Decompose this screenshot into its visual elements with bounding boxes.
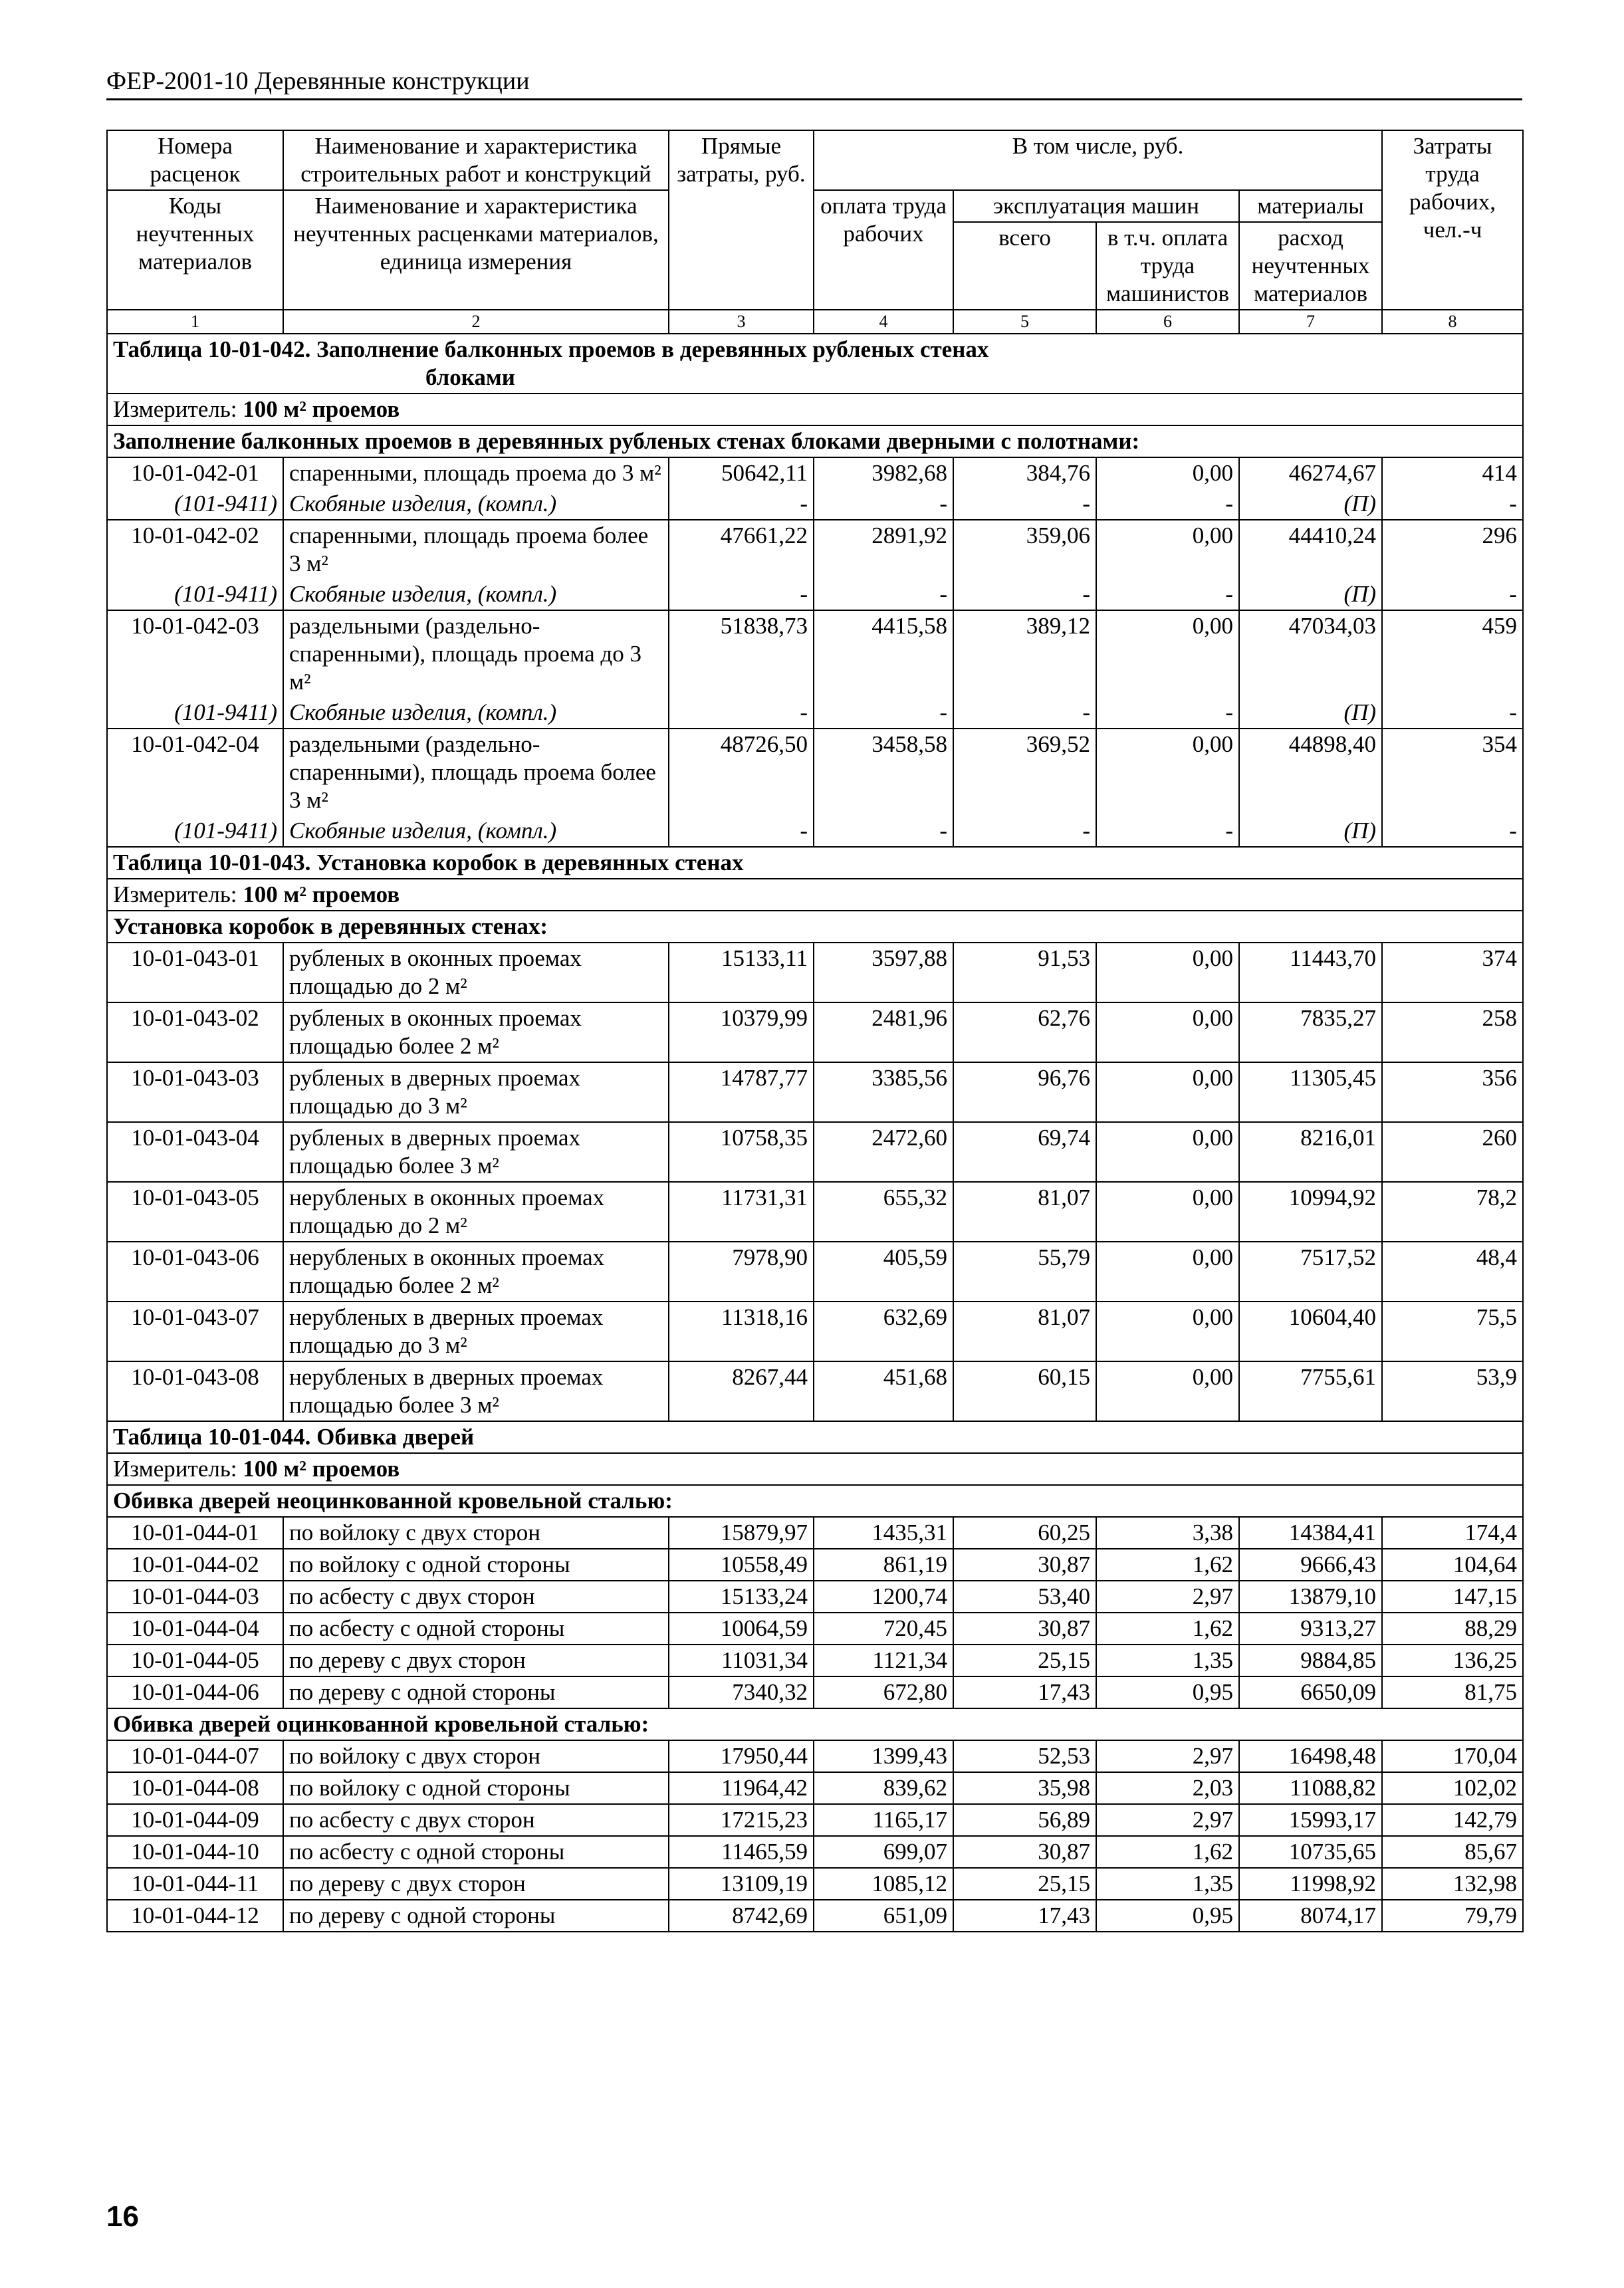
dash-value: - bbox=[953, 697, 1096, 729]
rate-code: 10-01-043-04 bbox=[107, 1122, 283, 1182]
labor-hours: 102,02 bbox=[1382, 1772, 1523, 1804]
labor-pay: 1085,12 bbox=[814, 1868, 953, 1900]
machines-total: 30,87 bbox=[953, 1613, 1096, 1645]
direct-costs: 17950,44 bbox=[669, 1740, 814, 1772]
labor-hours: 88,29 bbox=[1382, 1613, 1523, 1645]
machines-total: 60,25 bbox=[953, 1517, 1096, 1549]
table-row bbox=[107, 1581, 1523, 1613]
col-number: 1 bbox=[107, 310, 283, 334]
rate-code: 10-01-042-01 bbox=[107, 457, 283, 489]
dash-value: - bbox=[1382, 697, 1523, 729]
machinists-pay: 2,97 bbox=[1096, 1581, 1239, 1613]
materials-cost: 8216,01 bbox=[1239, 1122, 1382, 1182]
work-description: раздельными (раздельно-спаренными), площадь проема до 3 м² bbox=[283, 610, 669, 697]
rates-table bbox=[106, 130, 1524, 1932]
dash-value: - bbox=[814, 579, 953, 610]
material-row bbox=[107, 579, 1523, 610]
work-description: по войлоку с двух сторон bbox=[283, 1740, 669, 1772]
labor-pay: 2472,60 bbox=[814, 1122, 953, 1182]
table-row bbox=[107, 1676, 1523, 1708]
machines-total: 56,89 bbox=[953, 1804, 1096, 1836]
table-row bbox=[107, 1062, 1523, 1122]
machines-total: 17,43 bbox=[953, 1676, 1096, 1708]
materials-cost: 44410,24 bbox=[1239, 520, 1382, 579]
dash-value: - bbox=[814, 697, 953, 729]
work-description: рубленых в оконных проемах площадью до 2 м² bbox=[283, 943, 669, 1002]
work-description: по дереву с двух сторон bbox=[283, 1645, 669, 1676]
dash-value: - bbox=[814, 816, 953, 847]
material-description: Скобяные изделия, (компл.) bbox=[283, 816, 669, 847]
machines-total: 96,76 bbox=[953, 1062, 1096, 1122]
table-row bbox=[107, 1122, 1523, 1182]
machines-total: 69,74 bbox=[953, 1122, 1096, 1182]
labor-hours: 258 bbox=[1382, 1002, 1523, 1062]
work-description: по асбесту с одной стороны bbox=[283, 1613, 669, 1645]
machines-total: 25,15 bbox=[953, 1645, 1096, 1676]
machines-total: 52,53 bbox=[953, 1740, 1096, 1772]
materials-cost: 11088,82 bbox=[1239, 1772, 1382, 1804]
machinists-pay: 0,00 bbox=[1096, 1122, 1239, 1182]
direct-costs: 10558,49 bbox=[669, 1549, 814, 1581]
col7-header: расход неучтенных материалов bbox=[1239, 222, 1382, 310]
direct-costs: 7978,90 bbox=[669, 1242, 814, 1302]
direct-costs: 14787,77 bbox=[669, 1062, 814, 1122]
col6-header: в т.ч. оплата труда машинистов bbox=[1096, 222, 1239, 310]
machines-total: 60,15 bbox=[953, 1361, 1096, 1421]
work-description: по дереву с двух сторон bbox=[283, 1868, 669, 1900]
labor-pay: 655,32 bbox=[814, 1182, 953, 1242]
machinists-pay: 2,97 bbox=[1096, 1740, 1239, 1772]
material-code: (101-9411) bbox=[107, 489, 283, 520]
rate-code: 10-01-044-03 bbox=[107, 1581, 283, 1613]
direct-costs: 11964,42 bbox=[669, 1772, 814, 1804]
labor-pay: 1121,34 bbox=[814, 1645, 953, 1676]
materials-cost: 13879,10 bbox=[1239, 1581, 1382, 1613]
table-header bbox=[107, 130, 1523, 334]
rate-code: 10-01-044-07 bbox=[107, 1740, 283, 1772]
rate-code: 10-01-043-08 bbox=[107, 1361, 283, 1421]
table-row bbox=[107, 1900, 1523, 1932]
table-row bbox=[107, 1868, 1523, 1900]
labor-pay: 3597,88 bbox=[814, 943, 953, 1002]
machinists-pay: 0,00 bbox=[1096, 1062, 1239, 1122]
labor-pay: 1435,31 bbox=[814, 1517, 953, 1549]
table-row bbox=[107, 1361, 1523, 1421]
work-description: спаренными, площадь проема до 3 м² bbox=[283, 457, 669, 489]
dash-value: - bbox=[1382, 579, 1523, 610]
materials-cost: 10604,40 bbox=[1239, 1302, 1382, 1361]
col1-bottom-header: Коды неучтенных материалов bbox=[107, 190, 283, 310]
direct-costs: 11318,16 bbox=[669, 1302, 814, 1361]
labor-hours: 414 bbox=[1382, 457, 1523, 489]
rate-code: 10-01-043-05 bbox=[107, 1182, 283, 1242]
materials-cost: 11305,45 bbox=[1239, 1062, 1382, 1122]
materials-cost: 9884,85 bbox=[1239, 1645, 1382, 1676]
machines-total: 359,06 bbox=[953, 520, 1096, 579]
col-number: 8 bbox=[1382, 310, 1523, 334]
labor-hours: 53,9 bbox=[1382, 1361, 1523, 1421]
rate-code: 10-01-044-09 bbox=[107, 1804, 283, 1836]
machines-total: 17,43 bbox=[953, 1900, 1096, 1932]
labor-pay: 699,07 bbox=[814, 1836, 953, 1868]
material-description: Скобяные изделия, (компл.) bbox=[283, 489, 669, 520]
table-row bbox=[107, 1549, 1523, 1581]
table-row bbox=[107, 1242, 1523, 1302]
direct-costs: 11031,34 bbox=[669, 1645, 814, 1676]
machines-total: 30,87 bbox=[953, 1836, 1096, 1868]
direct-costs: 11731,31 bbox=[669, 1182, 814, 1242]
table-row bbox=[107, 1804, 1523, 1836]
rate-code: 10-01-044-02 bbox=[107, 1549, 283, 1581]
rate-code: 10-01-044-08 bbox=[107, 1772, 283, 1804]
work-description: по войлоку с одной стороны bbox=[283, 1549, 669, 1581]
machinists-pay: 1,62 bbox=[1096, 1836, 1239, 1868]
machinists-pay: 0,95 bbox=[1096, 1676, 1239, 1708]
labor-hours: 260 bbox=[1382, 1122, 1523, 1182]
col4-header: оплата труда рабочих bbox=[814, 190, 953, 310]
rate-code: 10-01-044-10 bbox=[107, 1836, 283, 1868]
table-row bbox=[107, 1836, 1523, 1868]
machines-total: 53,40 bbox=[953, 1581, 1096, 1613]
labor-hours: 78,2 bbox=[1382, 1182, 1523, 1242]
labor-pay: 651,09 bbox=[814, 1900, 953, 1932]
machines-total: 384,76 bbox=[953, 457, 1096, 489]
machinists-pay: 0,00 bbox=[1096, 520, 1239, 579]
dash-value: - bbox=[1382, 816, 1523, 847]
labor-hours: 296 bbox=[1382, 520, 1523, 579]
labor-hours: 75,5 bbox=[1382, 1302, 1523, 1361]
table-044-subheading-1: Обивка дверей неоцинкованной кровельной сталью: bbox=[107, 1485, 1523, 1517]
labor-pay: 3982,68 bbox=[814, 457, 953, 489]
table-row bbox=[107, 1302, 1523, 1361]
labor-hours: 459 bbox=[1382, 610, 1523, 697]
direct-costs: 47661,22 bbox=[669, 520, 814, 579]
material-mark: (П) bbox=[1239, 489, 1382, 520]
table-043-subheading: Установка коробок в деревянных стенах: bbox=[107, 911, 1523, 943]
col8-header: Затраты труда рабочих, чел.-ч bbox=[1382, 130, 1523, 310]
dash-value: - bbox=[669, 579, 814, 610]
work-description: по дереву с одной стороны bbox=[283, 1676, 669, 1708]
labor-pay: 3385,56 bbox=[814, 1062, 953, 1122]
materials-cost: 8074,17 bbox=[1239, 1900, 1382, 1932]
table-044-subheading-2: Обивка дверей оцинкованной кровельной сталью: bbox=[107, 1708, 1523, 1740]
labor-hours: 79,79 bbox=[1382, 1900, 1523, 1932]
materials-cost: 44898,40 bbox=[1239, 729, 1382, 816]
labor-pay: 720,45 bbox=[814, 1613, 953, 1645]
table-042-rows bbox=[107, 457, 1523, 847]
machines-total: 81,07 bbox=[953, 1182, 1096, 1242]
dash-value: - bbox=[1382, 489, 1523, 520]
work-description: рубленых в дверных проемах площадью до 3 м² bbox=[283, 1062, 669, 1122]
direct-costs: 8742,69 bbox=[669, 1900, 814, 1932]
labor-pay: 2481,96 bbox=[814, 1002, 953, 1062]
material-row bbox=[107, 697, 1523, 729]
labor-hours: 132,98 bbox=[1382, 1868, 1523, 1900]
machinists-pay: 0,00 bbox=[1096, 729, 1239, 816]
labor-hours: 142,79 bbox=[1382, 1804, 1523, 1836]
work-description: нерубленых в дверных проемах площадью более 3 м² bbox=[283, 1361, 669, 1421]
col2-bottom-header: Наименование и характеристика неучтенных расценками материалов, единица измерения bbox=[283, 190, 669, 310]
rate-code: 10-01-043-01 bbox=[107, 943, 283, 1002]
rate-code: 10-01-042-02 bbox=[107, 520, 283, 579]
dash-value: - bbox=[1096, 816, 1239, 847]
materials-cost: 9313,27 bbox=[1239, 1613, 1382, 1645]
dash-value: - bbox=[669, 697, 814, 729]
work-description: по асбесту с двух сторон bbox=[283, 1804, 669, 1836]
col1-top-header: Номера расценок bbox=[107, 130, 283, 190]
direct-costs: 10379,99 bbox=[669, 1002, 814, 1062]
table-row bbox=[107, 1645, 1523, 1676]
labor-pay: 451,68 bbox=[814, 1361, 953, 1421]
machinists-pay: 3,38 bbox=[1096, 1517, 1239, 1549]
table-row bbox=[107, 1613, 1523, 1645]
work-description: по войлоку с одной стороны bbox=[283, 1772, 669, 1804]
material-code: (101-9411) bbox=[107, 697, 283, 729]
direct-costs: 7340,32 bbox=[669, 1676, 814, 1708]
materials-cost: 10735,65 bbox=[1239, 1836, 1382, 1868]
material-row bbox=[107, 489, 1523, 520]
col5-header: всего bbox=[953, 222, 1096, 310]
document-page bbox=[106, 66, 1522, 1932]
labor-hours: 356 bbox=[1382, 1062, 1523, 1122]
machinists-pay: 0,00 bbox=[1096, 943, 1239, 1002]
col-number: 7 bbox=[1239, 310, 1382, 334]
col2-top-header: Наименование и характеристика строительных работ и конструкций bbox=[283, 130, 669, 190]
material-code: (101-9411) bbox=[107, 579, 283, 610]
materials-cost: 9666,43 bbox=[1239, 1549, 1382, 1581]
rate-code: 10-01-042-03 bbox=[107, 610, 283, 697]
materials-cost: 15993,17 bbox=[1239, 1804, 1382, 1836]
direct-costs: 17215,23 bbox=[669, 1804, 814, 1836]
dash-value: - bbox=[1096, 489, 1239, 520]
materials-cost: 47034,03 bbox=[1239, 610, 1382, 697]
work-description: рубленых в оконных проемах площадью более 2 м² bbox=[283, 1002, 669, 1062]
work-description: по асбесту с одной стороны bbox=[283, 1836, 669, 1868]
labor-pay: 1165,17 bbox=[814, 1804, 953, 1836]
materials-cost: 11443,70 bbox=[1239, 943, 1382, 1002]
machinists-pay: 1,62 bbox=[1096, 1549, 1239, 1581]
table-044-measure: Измеритель: 100 м² проемов bbox=[107, 1453, 1523, 1485]
machines-total: 35,98 bbox=[953, 1772, 1096, 1804]
table-row bbox=[107, 1182, 1523, 1242]
dash-value: - bbox=[1096, 697, 1239, 729]
materials-cost: 11998,92 bbox=[1239, 1868, 1382, 1900]
material-row bbox=[107, 816, 1523, 847]
rate-code: 10-01-044-06 bbox=[107, 1676, 283, 1708]
material-code: (101-9411) bbox=[107, 816, 283, 847]
material-mark: (П) bbox=[1239, 579, 1382, 610]
labor-pay: 632,69 bbox=[814, 1302, 953, 1361]
rate-code: 10-01-042-04 bbox=[107, 729, 283, 816]
table-row bbox=[107, 1740, 1523, 1772]
machinists-pay: 0,95 bbox=[1096, 1900, 1239, 1932]
machinists-pay: 0,00 bbox=[1096, 1002, 1239, 1062]
dash-value: - bbox=[1096, 579, 1239, 610]
table-043-measure: Измеритель: 100 м² проемов bbox=[107, 879, 1523, 911]
machines-header: эксплуатация машин bbox=[953, 190, 1239, 222]
material-mark: (П) bbox=[1239, 697, 1382, 729]
machinists-pay: 0,00 bbox=[1096, 1302, 1239, 1361]
col3-header: Прямые затраты, руб. bbox=[669, 130, 814, 310]
rate-code: 10-01-043-02 bbox=[107, 1002, 283, 1062]
work-description: по дереву с одной стороны bbox=[283, 1900, 669, 1932]
machines-total: 369,52 bbox=[953, 729, 1096, 816]
table-row bbox=[107, 943, 1523, 1002]
rate-code: 10-01-044-04 bbox=[107, 1613, 283, 1645]
labor-pay: 4415,58 bbox=[814, 610, 953, 697]
table-044-rows-1 bbox=[107, 1517, 1523, 1708]
machinists-pay: 0,00 bbox=[1096, 457, 1239, 489]
table-row bbox=[107, 729, 1523, 816]
table-044-section bbox=[107, 1421, 1523, 1517]
materials-cost: 7835,27 bbox=[1239, 1002, 1382, 1062]
labor-pay: 2891,92 bbox=[814, 520, 953, 579]
material-description: Скобяные изделия, (компл.) bbox=[283, 697, 669, 729]
table-043-rows bbox=[107, 943, 1523, 1421]
table-042-title: Таблица 10-01-042. Заполнение балконных проемов в деревянных рубленых стенах блоками bbox=[107, 334, 1523, 394]
direct-costs: 11465,59 bbox=[669, 1836, 814, 1868]
running-title: ФЕР-2001-10 Деревянные конструкции bbox=[106, 66, 1522, 100]
table-row bbox=[107, 610, 1523, 697]
materials-cost: 10994,92 bbox=[1239, 1182, 1382, 1242]
work-description: рубленых в дверных проемах площадью более 3 м² bbox=[283, 1122, 669, 1182]
labor-pay: 3458,58 bbox=[814, 729, 953, 816]
machines-total: 30,87 bbox=[953, 1549, 1096, 1581]
machinists-pay: 1,35 bbox=[1096, 1868, 1239, 1900]
col-number: 3 bbox=[669, 310, 814, 334]
table-042-measure: Измеритель: 100 м² проемов bbox=[107, 394, 1523, 425]
labor-hours: 147,15 bbox=[1382, 1581, 1523, 1613]
work-description: нерубленых в оконных проемах площадью до 2 м² bbox=[283, 1182, 669, 1242]
materials-header: материалы bbox=[1239, 190, 1382, 222]
machines-total: 81,07 bbox=[953, 1302, 1096, 1361]
table-row bbox=[107, 1772, 1523, 1804]
col-number: 5 bbox=[953, 310, 1096, 334]
machinists-pay: 2,97 bbox=[1096, 1804, 1239, 1836]
machines-total: 55,79 bbox=[953, 1242, 1096, 1302]
machines-total: 91,53 bbox=[953, 943, 1096, 1002]
labor-hours: 174,4 bbox=[1382, 1517, 1523, 1549]
direct-costs: 15133,11 bbox=[669, 943, 814, 1002]
machinists-pay: 1,35 bbox=[1096, 1645, 1239, 1676]
work-description: по асбесту с двух сторон bbox=[283, 1581, 669, 1613]
table-042-section bbox=[107, 334, 1523, 457]
work-description: нерубленых в дверных проемах площадью до 3 м² bbox=[283, 1302, 669, 1361]
page-number: 16 bbox=[106, 2200, 139, 2233]
labor-hours: 170,04 bbox=[1382, 1740, 1523, 1772]
machinists-pay: 2,03 bbox=[1096, 1772, 1239, 1804]
machinists-pay: 0,00 bbox=[1096, 1361, 1239, 1421]
labor-hours: 374 bbox=[1382, 943, 1523, 1002]
labor-pay: 1200,74 bbox=[814, 1581, 953, 1613]
direct-costs: 15879,97 bbox=[669, 1517, 814, 1549]
dash-value: - bbox=[953, 489, 1096, 520]
rate-code: 10-01-044-05 bbox=[107, 1645, 283, 1676]
dash-value: - bbox=[953, 816, 1096, 847]
labor-pay: 861,19 bbox=[814, 1549, 953, 1581]
rate-code: 10-01-043-03 bbox=[107, 1062, 283, 1122]
labor-hours: 136,25 bbox=[1382, 1645, 1523, 1676]
table-row bbox=[107, 457, 1523, 489]
rate-code: 10-01-044-11 bbox=[107, 1868, 283, 1900]
direct-costs: 48726,50 bbox=[669, 729, 814, 816]
direct-costs: 13109,19 bbox=[669, 1868, 814, 1900]
labor-pay: 1399,43 bbox=[814, 1740, 953, 1772]
materials-cost: 7517,52 bbox=[1239, 1242, 1382, 1302]
machinists-pay: 0,00 bbox=[1096, 1242, 1239, 1302]
table-044-rows-2 bbox=[107, 1740, 1523, 1932]
dash-value: - bbox=[669, 816, 814, 847]
direct-costs: 15133,24 bbox=[669, 1581, 814, 1613]
materials-cost: 6650,09 bbox=[1239, 1676, 1382, 1708]
materials-cost: 14384,41 bbox=[1239, 1517, 1382, 1549]
dash-value: - bbox=[814, 489, 953, 520]
labor-hours: 104,64 bbox=[1382, 1549, 1523, 1581]
table-row bbox=[107, 1517, 1523, 1549]
materials-cost: 7755,61 bbox=[1239, 1361, 1382, 1421]
machines-total: 25,15 bbox=[953, 1868, 1096, 1900]
machinists-pay: 1,62 bbox=[1096, 1613, 1239, 1645]
machinists-pay: 0,00 bbox=[1096, 610, 1239, 697]
table-row bbox=[107, 1002, 1523, 1062]
table-row bbox=[107, 520, 1523, 579]
material-description: Скобяные изделия, (компл.) bbox=[283, 579, 669, 610]
table-044-section-2 bbox=[107, 1708, 1523, 1740]
labor-pay: 405,59 bbox=[814, 1242, 953, 1302]
labor-hours: 354 bbox=[1382, 729, 1523, 816]
machines-total: 389,12 bbox=[953, 610, 1096, 697]
labor-hours: 48,4 bbox=[1382, 1242, 1523, 1302]
material-mark: (П) bbox=[1239, 816, 1382, 847]
rate-code: 10-01-044-12 bbox=[107, 1900, 283, 1932]
table-043-section bbox=[107, 847, 1523, 943]
materials-cost: 16498,48 bbox=[1239, 1740, 1382, 1772]
direct-costs: 51838,73 bbox=[669, 610, 814, 697]
work-description: спаренными, площадь проема более 3 м² bbox=[283, 520, 669, 579]
labor-hours: 81,75 bbox=[1382, 1676, 1523, 1708]
labor-hours: 85,67 bbox=[1382, 1836, 1523, 1868]
table-042-subheading: Заполнение балконных проемов в деревянных рубленых стенах блоками дверными с полотнами: bbox=[107, 425, 1523, 457]
col-number: 2 bbox=[283, 310, 669, 334]
labor-pay: 839,62 bbox=[814, 1772, 953, 1804]
work-description: раздельными (раздельно-спаренными), площадь проема более 3 м² bbox=[283, 729, 669, 816]
direct-costs: 10064,59 bbox=[669, 1613, 814, 1645]
col-number: 6 bbox=[1096, 310, 1239, 334]
labor-pay: 672,80 bbox=[814, 1676, 953, 1708]
direct-costs: 50642,11 bbox=[669, 457, 814, 489]
work-description: нерубленых в оконных проемах площадью более 2 м² bbox=[283, 1242, 669, 1302]
materials-cost: 46274,67 bbox=[1239, 457, 1382, 489]
rate-code: 10-01-044-01 bbox=[107, 1517, 283, 1549]
col-number: 4 bbox=[814, 310, 953, 334]
group-header: В том числе, руб. bbox=[814, 130, 1382, 190]
dash-value: - bbox=[953, 579, 1096, 610]
machines-total: 62,76 bbox=[953, 1002, 1096, 1062]
rate-code: 10-01-043-06 bbox=[107, 1242, 283, 1302]
rate-code: 10-01-043-07 bbox=[107, 1302, 283, 1361]
work-description: по войлоку с двух сторон bbox=[283, 1517, 669, 1549]
direct-costs: 10758,35 bbox=[669, 1122, 814, 1182]
direct-costs: 8267,44 bbox=[669, 1361, 814, 1421]
machinists-pay: 0,00 bbox=[1096, 1182, 1239, 1242]
table-043-title: Таблица 10-01-043. Установка коробок в деревянных стенах bbox=[107, 847, 1523, 879]
table-044-title: Таблица 10-01-044. Обивка дверей bbox=[107, 1421, 1523, 1453]
dash-value: - bbox=[669, 489, 814, 520]
